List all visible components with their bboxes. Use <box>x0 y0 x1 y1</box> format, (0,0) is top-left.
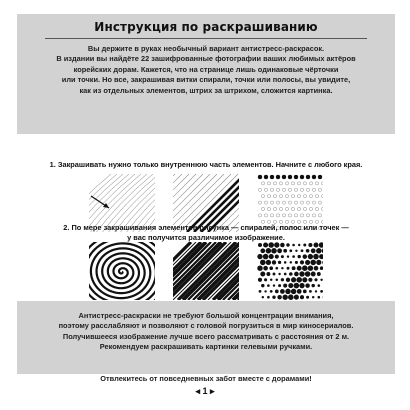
intro-line: В издании вы найдёте 22 зашифрованные фотографии ваших любимых актёров <box>56 54 356 64</box>
outro-line: поэтому расслабляют и позволяют с головой погрузиться в мир киносериалов. <box>58 321 354 331</box>
filled-spiral-illustration <box>89 242 155 300</box>
outro-paragraph <box>27 311 385 353</box>
intro-line: Вы держите в руках необычный вариант антистресс-раскрасок. <box>87 44 325 53</box>
filled-dots-illustration <box>257 242 323 300</box>
intro-line: как из отдельных элементов, штрих за штрихом, сложится картинка. <box>79 85 333 95</box>
step-2-instruction <box>23 223 389 243</box>
page-title: Инструкция по раскрашиванию <box>94 20 318 34</box>
step-1-line: 1. Закрашивать нужно только внутреннюю часть элементов. Начните с любого края. <box>49 160 363 169</box>
intro-line: или точки. Но все, закрашивая витки спирали, точки или полосы, вы увидите, <box>61 75 351 85</box>
step-2-line: у вас получится различимое изображение. <box>127 233 285 242</box>
example-filled-stripes-tile <box>173 242 239 300</box>
intro-line: корейских дорам. Кажется, что на странице лишь одинаковые чёрточки <box>73 64 339 74</box>
example-filled-dots-tile <box>257 242 323 300</box>
closing-slogan: Отвлекитесь от повседневных забот вместе с дорамами! <box>100 374 312 383</box>
outro-line: Антистресс-раскраски не требуют большой концентрации внимания, <box>78 311 334 320</box>
step-2-line: 2. По мере закрашивания элементов рисунка — спиралей, полос или точек — <box>63 223 349 232</box>
intro-paragraph <box>27 44 385 96</box>
example-spiral-tile <box>89 242 155 300</box>
outro-line: Рекомендуем раскрашивать картинки гелевыми ручками. <box>99 342 313 352</box>
outro-line: Получившееся изображение лучше всего рассматривать с расстояния от 2 м. <box>62 331 350 341</box>
step-1-instruction <box>23 160 389 170</box>
page-number: ◂ 1 ▸ <box>195 386 215 396</box>
filled-stripes-illustration <box>173 242 239 300</box>
title-divider <box>45 38 367 39</box>
instruction-panel <box>17 14 395 383</box>
